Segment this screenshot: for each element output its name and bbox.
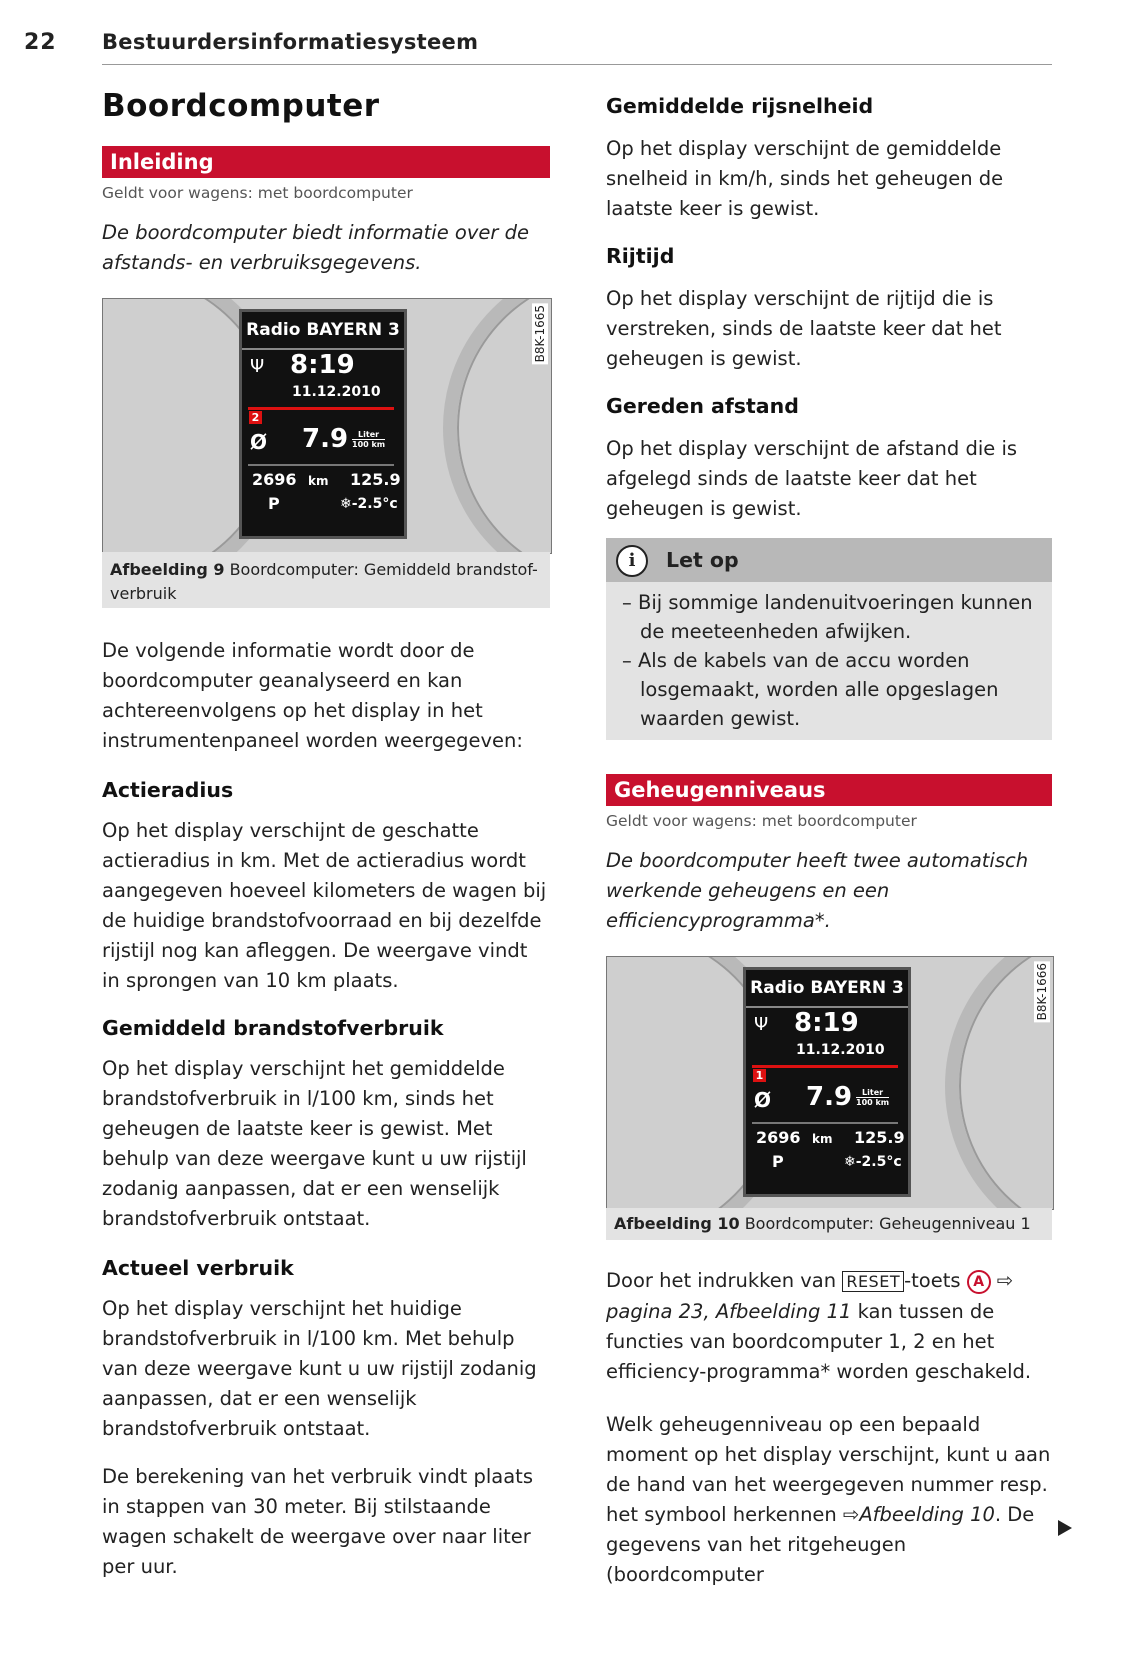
paragraph-reset [606, 1266, 1052, 1387]
note-box [606, 538, 1052, 740]
figure-code: B8K-1665 [533, 305, 547, 363]
average-symbol: Ø [754, 1088, 772, 1112]
unit-top: Liter [352, 430, 385, 440]
figure-reference-link[interactable]: Afbeelding 10 [859, 1503, 995, 1526]
km-label: km [812, 1132, 833, 1146]
station-name: Radio BAYERN 3 [242, 312, 404, 350]
antenna-icon: Ψ [754, 1014, 769, 1035]
applies-to-text: Geldt voor wagens: met boordcomputer [102, 184, 413, 202]
caption-text: Boordcomputer: Geheugenniveau 1 [744, 1214, 1031, 1233]
heading-gereden-afstand: Gereden afstand [606, 394, 799, 418]
figure-9 [102, 298, 552, 554]
caption-text: Boordcomputer: Gemiddeld brandstof-verbruik [110, 560, 538, 603]
text-run: Door het indrukken van [606, 1269, 843, 1292]
paragraph-geheugenniveau [606, 1410, 1052, 1590]
paragraph-actieradius: Op het display verschijnt de geschatte actieradius in km. Met de actieradius wordt aangegeven hoeveel kilometers de wagen bij de huidige brandstofvoorraad en bij dezelfde rijstijl nog kan afleggen. De weergave vindt in sprongen van 10 km plaats. [102, 819, 547, 992]
memory-badge: 1 [753, 1069, 766, 1082]
text-run: kan tussen de functies van boordcomputer 1, 2 en het efficiency-programma* worden geschakeld. [606, 1300, 1032, 1383]
applies-to-text: Geldt voor wagens: met boordcomputer [606, 812, 917, 830]
reset-key-label: RESET [842, 1271, 904, 1292]
paragraph-gereden-afstand: Op het display verschijnt de afstand die is afgelegd sinds de laatste keer dat het geheugen is gewist. [606, 437, 1018, 520]
note-list [606, 582, 1052, 743]
odometer: 2696 [252, 470, 297, 489]
consumption-unit [856, 1088, 889, 1107]
page-reference-link[interactable]: pagina 23, Afbeelding 11 [606, 1300, 852, 1323]
average-symbol: Ø [250, 430, 268, 454]
continue-arrow-icon [1058, 1520, 1072, 1536]
clock-time: 8:19 [794, 1008, 859, 1038]
heading-gemiddelde-rijsnelheid: Gemiddelde rijsnelheid [606, 94, 874, 118]
caption-label: Afbeelding 10 [614, 1214, 740, 1233]
clock-date: 11.12.2010 [292, 384, 381, 400]
display-screen [239, 309, 407, 539]
page-title: Boordcomputer [102, 88, 380, 124]
section-bar-geheugenniveaus: Geheugenniveaus [606, 774, 1052, 806]
clock-date: 11.12.2010 [796, 1042, 885, 1058]
unit-bottom: 100 km [856, 1098, 890, 1107]
unit-bottom: 100 km [352, 440, 386, 449]
arrow-ref-icon: ⇨ [990, 1269, 1014, 1292]
lead-text: De boordcomputer biedt informatie over de afstands- en verbruiksgegevens. [102, 221, 529, 274]
note-item: – Bij sommige landenuitvoeringen kunnen de meeteenheden afwijken. [622, 591, 1033, 643]
heading-actieradius: Actieradius [102, 778, 234, 802]
section-bar-inleiding: Inleiding [102, 146, 550, 178]
header-rule [102, 64, 1052, 65]
screen-separator [752, 1122, 898, 1124]
gear-indicator: P [268, 494, 280, 513]
heading-actueel-verbruik: Actueel verbruik [102, 1256, 294, 1280]
note-title: Let op [666, 548, 739, 572]
antenna-icon: Ψ [250, 356, 265, 377]
station-name: Radio BAYERN 3 [746, 970, 908, 1008]
odometer: 2696 [756, 1128, 801, 1147]
trip-distance: 125.9 [350, 470, 401, 489]
callout-a-icon: A [967, 1270, 991, 1294]
unit-top: Liter [856, 1088, 889, 1098]
intro-paragraph: De volgende informatie wordt door de boordcomputer geanalyseerd en kan achtereenvolgens op het display in het instrumentenpaneel worden weergegeven: [102, 639, 523, 752]
paragraph-gemiddeld-brandstofverbruik: Op het display verschijnt het gemiddelde brandstofverbruik in l/100 km, sinds het geheugen de laatste keer is gewist. Met behulp van deze weergave kunt u uw rijstijl zodanig aanpassen, dat er een wenselijk brandstofverbruik ontstaat. [102, 1057, 527, 1230]
note-item: – Als de kabels van de accu worden losgemaakt, worden alle opgeslagen waarden gewist. [622, 649, 999, 730]
gear-indicator: P [772, 1152, 784, 1171]
outside-temperature: ❄-2.5°c [340, 496, 398, 512]
screen-separator [248, 464, 394, 466]
paragraph-actueel-verbruik: Op het display verschijnt het huidige brandstofverbruik in l/100 km. Met behulp van deze weergave kunt u uw rijstijl zodanig aanpassen, dat er een wenselijk brandstofverbruik ontstaat. [102, 1297, 537, 1440]
chapter-title: Bestuurdersinformatiesysteem [102, 30, 479, 54]
consumption-value: 7.9 [302, 424, 349, 454]
arrow-ref-icon: ⇨ [843, 1503, 860, 1526]
text-run: -toets [904, 1269, 967, 1292]
memory-badge: 2 [249, 411, 262, 424]
paragraph-rijtijd: Op het display verschijnt de rijtijd die is verstreken, sinds de laatste keer dat het geheugen is gewist. [606, 287, 1002, 370]
figure-10-caption [606, 1208, 1052, 1240]
figure-10 [606, 956, 1054, 1210]
heading-rijtijd: Rijtijd [606, 244, 675, 268]
trip-distance: 125.9 [854, 1128, 905, 1147]
figure-code: B8K-1666 [1035, 963, 1049, 1021]
info-icon: i [616, 545, 648, 577]
paragraph-berekening: De berekening van het verbruik vindt plaats in stappen van 30 meter. Bij stilstaande wagen schakelt de weergave over naar liter per uur. [102, 1465, 533, 1578]
figure-9-caption [102, 552, 550, 608]
caption-label: Afbeelding 9 [110, 560, 225, 579]
km-label: km [308, 474, 329, 488]
page-number: 22 [24, 30, 57, 55]
consumption-value: 7.9 [806, 1082, 853, 1112]
consumption-unit [352, 430, 385, 449]
paragraph-gemiddelde-rijsnelheid: Op het display verschijnt de gemiddelde snelheid in km/h, sinds het geheugen de laatste keer is gewist. [606, 137, 1004, 220]
clock-time: 8:19 [290, 350, 355, 380]
memory-indicator-line [752, 1065, 898, 1068]
outside-temperature: ❄-2.5°c [844, 1154, 902, 1170]
display-screen [743, 967, 911, 1197]
text-run: . De gegevens van het ritgeheugen (boordcomputer [606, 1503, 1035, 1586]
lead-text: De boordcomputer heeft twee automatisch werkende geheugens en een efficiencyprogramma*. [606, 849, 1029, 932]
text-run: Welk geheugenniveau op een bepaald moment op het display verschijnt, kunt u aan de hand van het weergegeven nummer resp. het symbool herkennen [606, 1413, 1051, 1526]
note-header [606, 538, 1052, 582]
memory-indicator-line [248, 407, 394, 410]
heading-gemiddeld-brandstofverbruik: Gemiddeld brandstofverbruik [102, 1016, 444, 1040]
